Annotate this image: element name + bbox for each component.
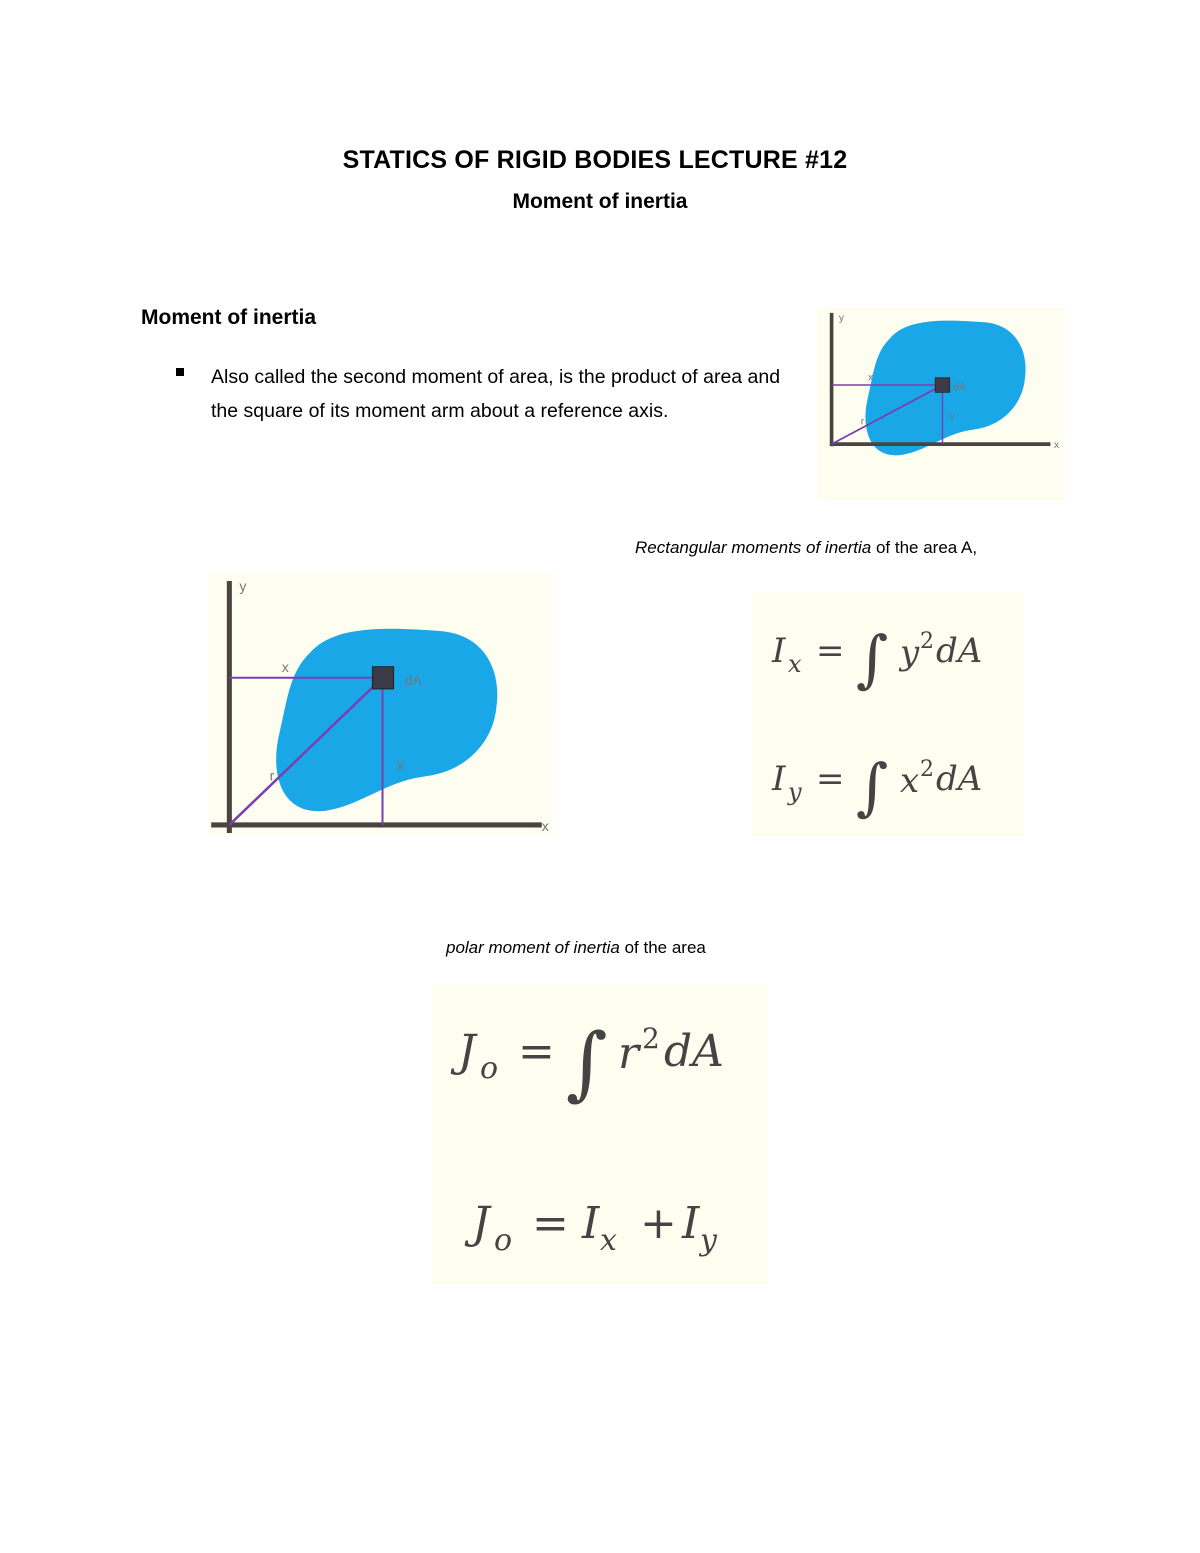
rect-equations-svg bbox=[752, 592, 1024, 836]
ix-differential: dA bbox=[936, 631, 983, 671]
jo-symbol: J bbox=[458, 1026, 476, 1077]
iy-integral: ∫ bbox=[856, 750, 889, 823]
iy-var: x bbox=[900, 761, 920, 801]
ix-subscript: x bbox=[788, 650, 802, 678]
caption-polar-rest: of the area bbox=[619, 938, 706, 957]
sum-iy-subscript: y bbox=[700, 1223, 717, 1258]
jo-var: r bbox=[618, 1028, 640, 1079]
jo-differential: dA bbox=[664, 1026, 724, 1077]
sum-ix-subscript: x bbox=[600, 1223, 617, 1258]
x-distance-label: x bbox=[281, 658, 289, 675]
dA-label: dA bbox=[404, 671, 422, 688]
jo2-subscript: o bbox=[494, 1223, 513, 1258]
polar-equations-svg bbox=[432, 984, 768, 1284]
iy-symbol: I bbox=[772, 759, 786, 799]
ix-integral: ∫ bbox=[856, 622, 889, 695]
r-label: r bbox=[269, 767, 275, 784]
ix-equals: = bbox=[816, 631, 845, 671]
rect-equations-panel bbox=[752, 592, 1024, 836]
iy-equals: = bbox=[816, 759, 845, 799]
sum-iy-symbol: I bbox=[682, 1198, 700, 1249]
area-element bbox=[372, 667, 393, 689]
caption-polar bbox=[446, 938, 706, 958]
iy-power: 2 bbox=[920, 757, 934, 782]
page-subtitle: Moment of inertia bbox=[512, 190, 688, 213]
iy-differential: dA bbox=[936, 759, 983, 799]
y-distance-label: y bbox=[396, 755, 404, 772]
plus-sign: + bbox=[640, 1198, 677, 1249]
caption-polar-italic: polar moment of inertia bbox=[446, 938, 620, 957]
section-heading: Moment of inertia bbox=[141, 306, 317, 329]
jo-integral: ∫ bbox=[566, 1016, 608, 1109]
sum-ix-symbol: I bbox=[582, 1198, 600, 1249]
y-distance-label: y bbox=[949, 410, 955, 422]
axis-x-label: x bbox=[1054, 439, 1060, 451]
large-diagram bbox=[208, 573, 553, 835]
page-title: STATICS OF RIGID BODIES LECTURE #12 bbox=[342, 146, 848, 174]
jo-subscript: o bbox=[480, 1051, 499, 1086]
iy-subscript: y bbox=[788, 778, 802, 806]
bullet-marker bbox=[176, 368, 184, 376]
small-diagram bbox=[817, 308, 1065, 500]
axis-y-label: y bbox=[239, 578, 247, 595]
ix-var: y bbox=[900, 633, 920, 673]
polar-equations-panel bbox=[432, 984, 768, 1284]
r-label: r bbox=[860, 416, 865, 428]
dA-label: dA bbox=[953, 382, 966, 394]
caption-rectangular bbox=[635, 538, 977, 558]
jo-equals: = bbox=[518, 1026, 555, 1077]
jo2-symbol: J bbox=[472, 1198, 490, 1249]
caption-rectangular-italic: Rectangular moments of inertia bbox=[635, 538, 872, 557]
jo-power: 2 bbox=[642, 1022, 660, 1055]
jo2-equals: = bbox=[532, 1198, 569, 1249]
small-diagram-svg bbox=[817, 308, 1065, 500]
ix-power: 2 bbox=[920, 629, 934, 654]
axis-y-label: y bbox=[838, 312, 844, 324]
bullet-text: Also called the second moment of area, is the product of area and the square of its moment arm about a reference axis. bbox=[211, 366, 781, 422]
x-distance-label: x bbox=[868, 372, 874, 384]
large-diagram-svg bbox=[208, 573, 553, 835]
area-element bbox=[935, 378, 950, 393]
area-blob bbox=[276, 629, 497, 811]
axis-x-label: x bbox=[541, 817, 549, 834]
ix-symbol: I bbox=[772, 631, 786, 671]
caption-rectangular-rest: of the area A, bbox=[871, 538, 978, 557]
